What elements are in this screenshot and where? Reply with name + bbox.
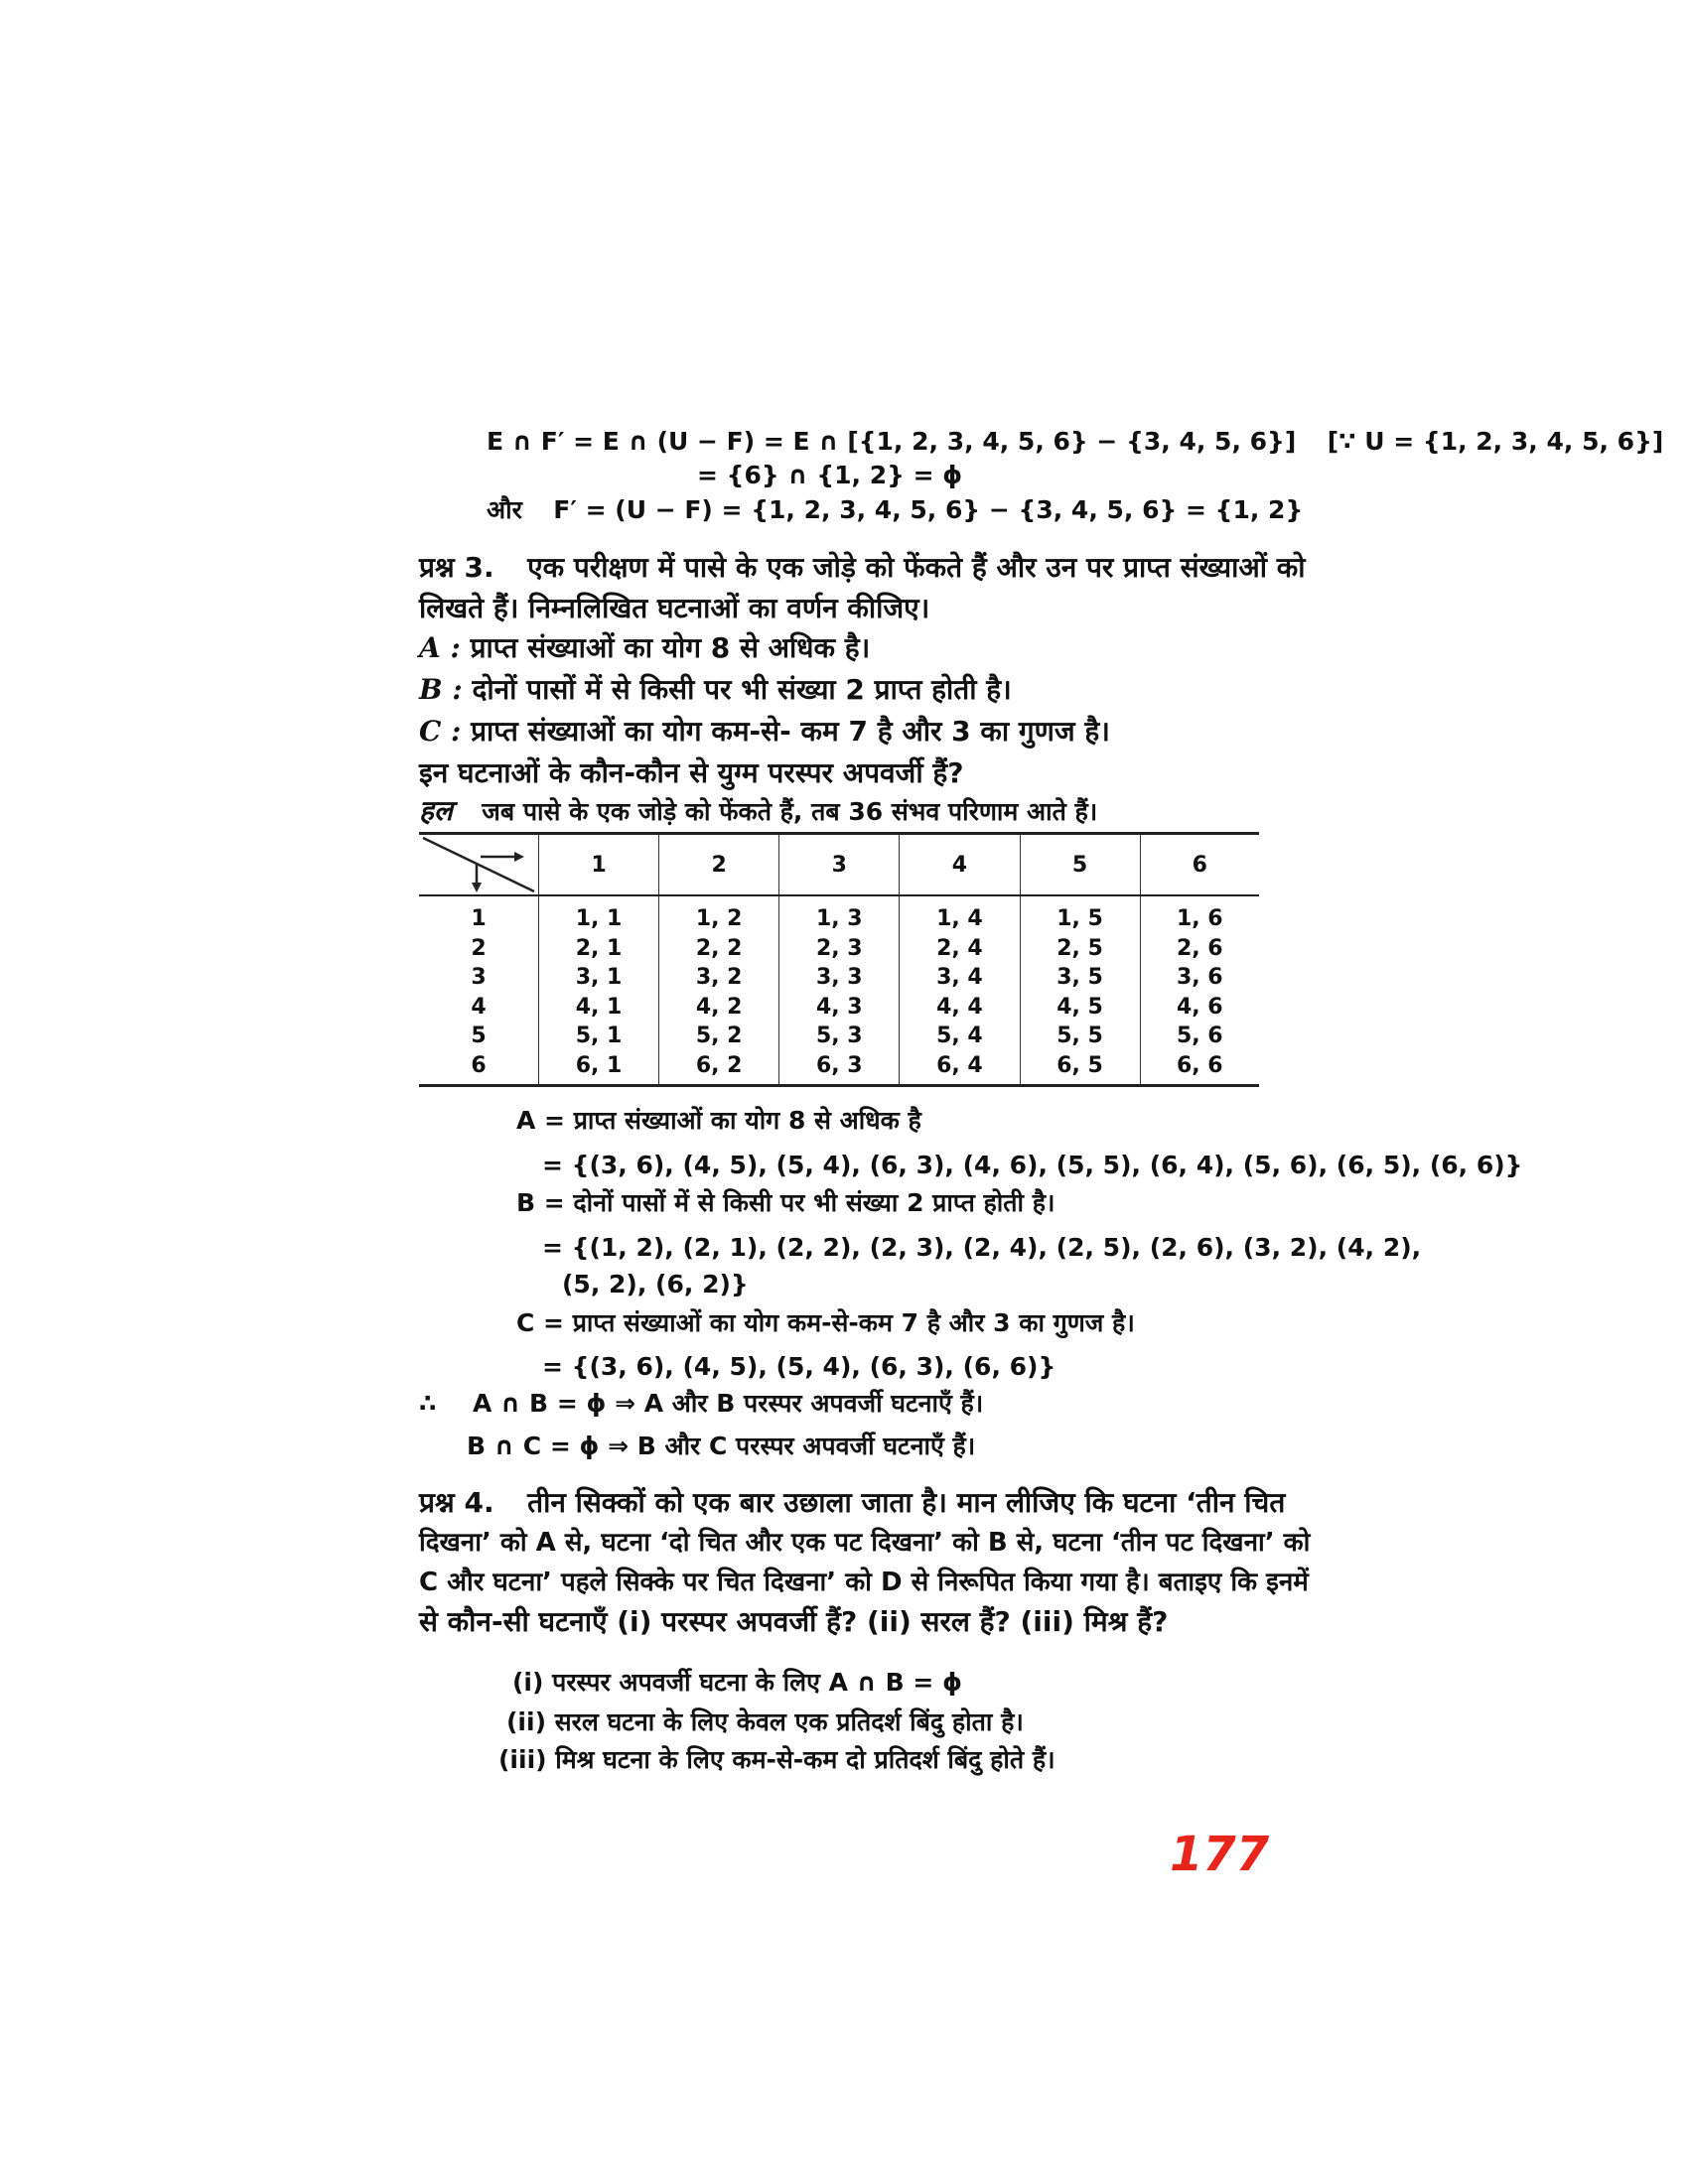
- table-cell: 1, 1: [539, 895, 659, 934]
- table-cell: 2, 4: [900, 934, 1020, 964]
- event-b-text: दोनों पासों में से किसी पर भी संख्या 2 प्राप्त होती है।: [472, 673, 1012, 706]
- column-header: 5: [1020, 834, 1140, 896]
- table-row: [419, 934, 1259, 964]
- row-header: 1: [471, 906, 487, 932]
- table-cell: 3, 5: [1020, 963, 1140, 993]
- table-cell: 3, 3: [779, 963, 900, 993]
- column-header: 1: [539, 834, 659, 896]
- table-header-row: [419, 834, 1259, 896]
- answer-point-i: (i) परस्पर अपवर्जी घटना के लिए A ∩ B = ϕ: [512, 1668, 962, 1697]
- table-cell: 4, 1: [539, 993, 659, 1023]
- question-text: तीन सिक्कों को एक बार उछाला जाता है। मान लीजिए कि घटना ‘तीन चित: [527, 1486, 1286, 1519]
- page-number: 177: [1170, 1827, 1270, 1882]
- question-3-line-1: [419, 551, 1306, 585]
- event-b-definition: B = दोनों पासों में से किसी पर भी संख्या 2 प्राप्त होती है।: [516, 1188, 1055, 1217]
- conclusion-1: A ∩ B = ϕ ⇒ A और B परस्पर अपवर्जी घटनाएँ हैं।: [473, 1389, 984, 1418]
- equation-text: F′ = (U − F) = {1, 2, 3, 4, 5, 6} − {3, 4, 5, 6} = {1, 2}: [553, 495, 1304, 524]
- table-row: [419, 1051, 1259, 1086]
- event-b: [419, 673, 1012, 707]
- answer-point-iii: (iii) मिश्र घटना के लिए कम-से-कम दो प्रतिदर्श बिंदु होते हैं।: [498, 1745, 1055, 1774]
- table-cell: 6, 5: [1020, 1051, 1140, 1086]
- event-c-set: = {(3, 6), (4, 5), (5, 4), (6, 3), (6, 6)}: [542, 1352, 1056, 1381]
- table-cell: 5, 6: [1140, 1022, 1259, 1051]
- column-header: 2: [659, 834, 779, 896]
- row-header: 4: [471, 994, 487, 1020]
- event-b-set-line-2: (5, 2), (6, 2)}: [562, 1270, 749, 1298]
- event-c-label: C :: [419, 715, 462, 748]
- answer-point-ii: (ii) सरल घटना के लिए केवल एक प्रतिदर्श बिंदु होता है।: [506, 1707, 1024, 1736]
- table-row: [419, 993, 1259, 1023]
- table-cell: 4, 5: [1020, 993, 1140, 1023]
- table-cell: 2, 2: [659, 934, 779, 964]
- table-row: [419, 895, 1259, 934]
- question-label: प्रश्न 4.: [419, 1486, 494, 1519]
- table-cell: 6, 6: [1140, 1051, 1259, 1086]
- question-4-line-4: से कौन-सी घटनाएँ (i) परस्पर अपवर्जी हैं? (ii) सरल हैं? (iii) मिश्र हैं?: [419, 1605, 1169, 1638]
- event-a: [419, 631, 870, 665]
- table-cell: 3, 4: [900, 963, 1020, 993]
- event-c-definition: C = प्राप्त संख्याओं का योग कम-से-कम 7 है और 3 का गुणज है।: [516, 1308, 1135, 1337]
- equation-line-2: = {6} ∩ {1, 2} = ϕ: [697, 461, 963, 489]
- sample-space-table: [419, 832, 1259, 1087]
- table-cell: 1, 2: [659, 895, 779, 934]
- table-cell: 1, 6: [1140, 895, 1259, 934]
- table-cell: 1, 4: [900, 895, 1020, 934]
- solution-intro-text: जब पासे के एक जोड़े को फेंकते हैं, तब 36 संभव परिणाम आते हैं।: [482, 797, 1098, 826]
- therefore-symbol: ∴: [419, 1389, 437, 1418]
- solution-intro: [419, 794, 1097, 829]
- table-row: [419, 963, 1259, 993]
- row-header: 5: [471, 1024, 487, 1049]
- table-cell: 4, 6: [1140, 993, 1259, 1023]
- row-header: 3: [471, 965, 487, 991]
- table-cell: 2, 6: [1140, 934, 1259, 964]
- table-cell: 1, 3: [779, 895, 900, 934]
- event-a-text: प्राप्त संख्याओं का योग 8 से अधिक है।: [470, 631, 871, 664]
- table-cell: 6, 4: [900, 1051, 1020, 1086]
- event-c: [419, 715, 1110, 749]
- equation-note: [∵ U = {1, 2, 3, 4, 5, 6}]: [1327, 427, 1664, 456]
- table-cell: 3, 1: [539, 963, 659, 993]
- table-cell: 4, 3: [779, 993, 900, 1023]
- column-header: 6: [1140, 834, 1259, 896]
- question-text: एक परीक्षण में पासे के एक जोड़े को फेंकते हैं और उन पर प्राप्त संख्याओं को: [527, 551, 1306, 584]
- equation-text: E ∩ F′ = E ∩ (U − F) = E ∩ [{1, 2, 3, 4, 5, 6} − {3, 4, 5, 6}]: [487, 427, 1297, 456]
- table-cell: 6, 3: [779, 1051, 900, 1086]
- diagonal-arrows-icon: [419, 835, 538, 894]
- conclusion-2: B ∩ C = ϕ ⇒ B और C परस्पर अपवर्जी घटनाएँ हैं।: [467, 1432, 976, 1460]
- table-cell: 5, 2: [659, 1022, 779, 1051]
- table-cell: 4, 4: [900, 993, 1020, 1023]
- equation-line-1: [487, 425, 1663, 459]
- column-header: 4: [900, 834, 1020, 896]
- table-cell: 5, 1: [539, 1022, 659, 1051]
- row-header: 6: [471, 1052, 487, 1078]
- and-label: और: [487, 495, 522, 524]
- table-cell: 5, 4: [900, 1022, 1020, 1051]
- event-a-set: = {(3, 6), (4, 5), (5, 4), (6, 3), (4, 6), (5, 5), (6, 4), (5, 6), (6, 5), (6, 6)}: [542, 1151, 1523, 1179]
- table-cell: 6, 1: [539, 1051, 659, 1086]
- table-cell: 5, 3: [779, 1022, 900, 1051]
- column-header: 3: [779, 834, 900, 896]
- equation-line-3: [487, 493, 1303, 527]
- question-4-line-1: [419, 1486, 1285, 1520]
- question-4-line-3: C और घटना’ पहले सिक्के पर चित दिखना’ को D से निरूपित किया गया है। बताइए कि इनमें: [419, 1568, 1309, 1597]
- question-label: प्रश्न 3.: [419, 551, 494, 584]
- event-a-definition: A = प्राप्त संख्याओं का योग 8 से अधिक है: [516, 1106, 921, 1135]
- table-cell: 3, 2: [659, 963, 779, 993]
- question-4-line-2: दिखना’ को A से, घटना ‘दो चित और एक पट दिखना’ को B से, घटना ‘तीन पट दिखना’ को: [419, 1528, 1311, 1558]
- event-c-text: प्राप्त संख्याओं का योग कम-से- कम 7 है और 3 का गुणज है।: [471, 715, 1110, 748]
- row-header: 2: [471, 935, 487, 961]
- event-b-set-line-1: = {(1, 2), (2, 1), (2, 2), (2, 3), (2, 4), (2, 5), (2, 6), (3, 2), (4, 2),: [542, 1233, 1422, 1262]
- table-cell: 1, 5: [1020, 895, 1140, 934]
- table-cell: 6, 2: [659, 1051, 779, 1086]
- question-3-line-2: लिखते हैं। निम्नलिखित घटनाओं का वर्णन कीजिए।: [419, 592, 930, 624]
- event-a-label: A :: [419, 631, 461, 664]
- table-cell: 2, 1: [539, 934, 659, 964]
- table-row: [419, 1022, 1259, 1051]
- table-cell: 2, 3: [779, 934, 900, 964]
- table-cell: 4, 2: [659, 993, 779, 1023]
- question-3-ask: इन घटनाओं के कौन-कौन से युग्म परस्पर अपवर्जी हैं?: [419, 756, 964, 789]
- solution-label: हल: [419, 794, 453, 827]
- table-cell: 3, 6: [1140, 963, 1259, 993]
- event-b-label: B :: [419, 673, 463, 706]
- table-cell: 5, 5: [1020, 1022, 1140, 1051]
- table-cell: 2, 5: [1020, 934, 1140, 964]
- corner-arrows-cell: [419, 834, 539, 896]
